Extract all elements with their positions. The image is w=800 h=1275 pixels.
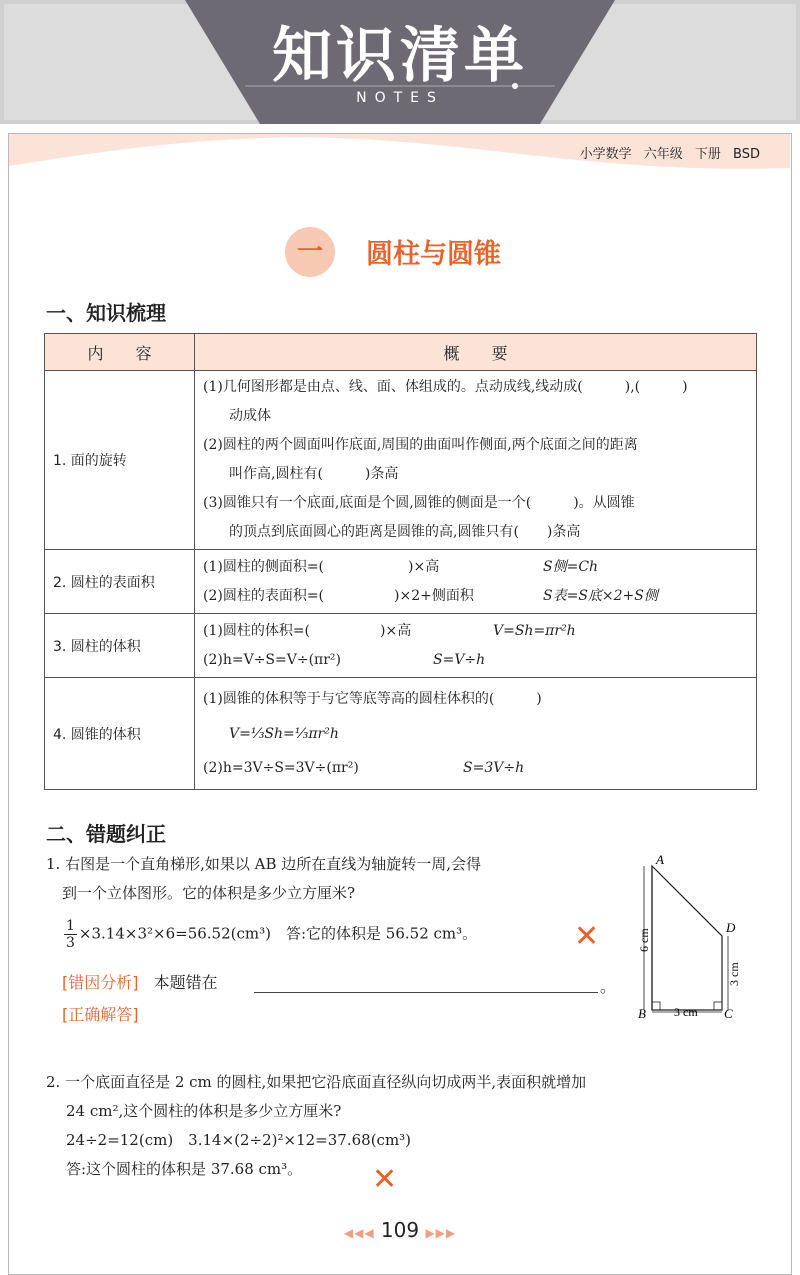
page-number: 109 xyxy=(380,1218,420,1242)
fraction: $\frac{1}{3}$ xyxy=(66,918,75,951)
label-cd-length: 3 cm xyxy=(727,962,741,986)
trapezoid-figure xyxy=(622,852,762,1028)
chapter-number: 一 xyxy=(296,237,323,267)
q2-answer: 答:这个圆柱的体积是 37.68 cm³。 xyxy=(66,1160,303,1178)
header-subtitle: NOTES xyxy=(356,90,444,106)
right-arrows-icon: ▶▶▶ xyxy=(425,1226,457,1240)
row-line: (3)圆锥只有一个底面,底面是个圆,圆锥的侧面是一个( )。从圆锥 xyxy=(203,495,635,511)
row-line: 叫作高,圆柱有( )条高 xyxy=(229,466,399,482)
error-period: 。 xyxy=(600,977,617,996)
row-name: 3. 圆柱的体积 xyxy=(45,614,195,678)
error-tag: [错因分析] xyxy=(62,973,139,992)
error-text: 本题错在 xyxy=(153,973,218,992)
error-blank-line[interactable] xyxy=(254,992,598,993)
label-d: D xyxy=(726,920,736,935)
label-c: C xyxy=(724,1006,733,1021)
label-bc-length: 3 cm xyxy=(674,1005,698,1019)
table-row xyxy=(45,550,757,614)
error-analysis xyxy=(62,970,218,993)
row-line: 的顶点到底面圆心的距离是圆锥的高,圆锥只有( )条高 xyxy=(229,524,581,540)
wrong-mark: ✕ xyxy=(574,919,600,954)
row-formula: V=Sh=πr²h xyxy=(493,622,576,639)
q2-line2: 24 cm²,这个圆柱的体积是多少立方厘米? xyxy=(66,1102,342,1120)
row-name: 2. 圆柱的表面积 xyxy=(45,550,195,614)
row-formula: S表=S底×2+S侧 xyxy=(543,587,658,604)
row-line: (2)圆柱的表面积=( )×2+侧面积 xyxy=(203,587,474,604)
row-line: (2)h=V÷S=V÷(πr²) xyxy=(203,651,342,668)
row-line: (1)圆柱的体积=( )×高 xyxy=(203,622,412,639)
q1-work xyxy=(62,918,477,951)
header-title: 知识清单 xyxy=(272,21,528,91)
label-a: A xyxy=(656,852,664,867)
row-line: (2)圆柱的两个圆面叫作底面,周围的曲面叫作侧面,两个底面之间的距离 xyxy=(203,437,638,453)
row-content xyxy=(195,371,757,550)
q2-line1: 2. 一个底面直径是 2 cm 的圆柱,如果把它沿底面直径纵向切成两半,表面积就增加 xyxy=(46,1073,587,1091)
section-title-knowledge: 一、知识梳理 xyxy=(46,301,166,325)
row-line: (1)几何图形都是由点、线、面、体组成的。点动成线,线动成( ),( ) xyxy=(203,379,688,395)
section-title-correction: 二、错题纠正 xyxy=(46,822,166,846)
knowledge-table xyxy=(44,333,757,790)
table-row xyxy=(45,678,757,790)
q1-line2: 到一个立体图形。它的体积是多少立方厘米? xyxy=(62,884,356,902)
row-content xyxy=(195,550,757,614)
table-header-content: 内 容 xyxy=(45,334,195,371)
subject-line: 小学数学 六年级 下册 BSD xyxy=(579,147,760,162)
q1-text xyxy=(46,850,626,908)
label-b: B xyxy=(638,1006,646,1021)
chapter-title: 圆柱与圆锥 xyxy=(366,239,501,270)
correct-tag: [正确解答] xyxy=(62,1005,139,1024)
table-row xyxy=(45,614,757,678)
row-formula: V=⅓Sh=⅓πr²h xyxy=(229,725,339,742)
row-line: 动成体 xyxy=(229,408,271,424)
row-content xyxy=(195,678,757,790)
q1-line1: 1. 右图是一个直角梯形,如果以 AB 边所在直线为轴旋转一周,会得 xyxy=(46,855,482,873)
row-line: (2)h=3V÷S=3V÷(πr²) xyxy=(203,759,359,776)
left-arrows-icon: ◀◀◀ xyxy=(343,1226,375,1240)
row-formula: S=3V÷h xyxy=(463,759,525,776)
row-line: (1)圆柱的侧面积=( )×高 xyxy=(203,558,440,575)
q2-work: 24÷2=12(cm) 3.14×(2÷2)²×12=37.68(cm³) xyxy=(66,1131,412,1149)
q1-work-text: ×3.14×3²×6=56.52(cm³) 答:它的体积是 56.52 cm³。 xyxy=(78,924,478,943)
row-formula: S=V÷h xyxy=(433,651,486,668)
row-name: 1. 面的旋转 xyxy=(45,371,195,550)
table-header-summary: 概 要 xyxy=(195,334,757,371)
table-row xyxy=(45,371,757,550)
row-formula: S侧=Ch xyxy=(543,558,599,575)
wrong-mark: ✕ xyxy=(372,1162,398,1197)
row-line: (1)圆锥的体积等于与它等底等高的圆柱体积的( ) xyxy=(203,690,542,707)
page-number-area xyxy=(0,1218,800,1242)
row-name: 4. 圆锥的体积 xyxy=(45,678,195,790)
label-ab-length: 6 cm xyxy=(637,928,651,952)
q2-text xyxy=(46,1068,766,1184)
row-content xyxy=(195,614,757,678)
